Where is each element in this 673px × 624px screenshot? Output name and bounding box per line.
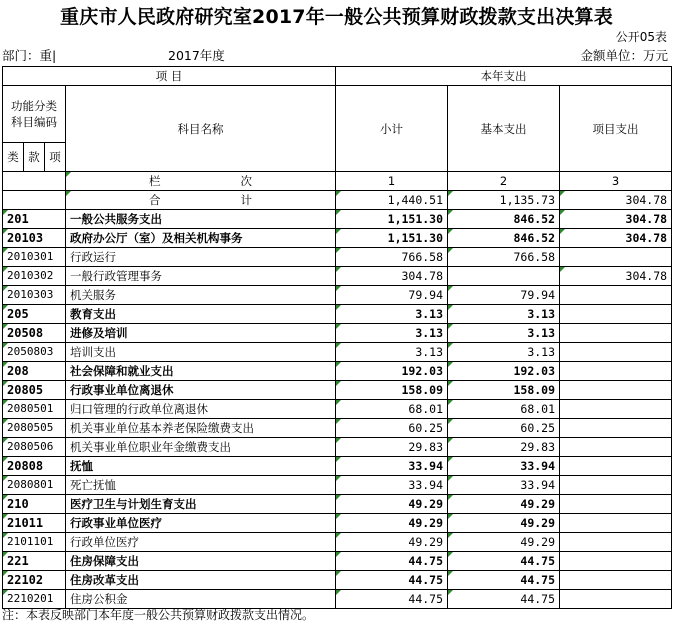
row-subtotal: 49.29 <box>336 514 448 533</box>
row-subtotal: 44.75 <box>336 552 448 571</box>
col-index-3: 3 <box>560 172 672 191</box>
row-subject-name: 一般公共服务支出 <box>66 210 336 229</box>
row-subject-name: 行政运行 <box>66 248 336 267</box>
row-code: 2080505 <box>3 419 66 438</box>
row-basic: 68.01 <box>448 400 560 419</box>
row-basic: 79.94 <box>448 286 560 305</box>
table-row <box>3 305 672 324</box>
table-row <box>3 381 672 400</box>
total-code-cell <box>3 191 66 210</box>
row-subtotal: 33.94 <box>336 476 448 495</box>
row-subject-name: 住房保障支出 <box>66 552 336 571</box>
row-subtotal: 304.78 <box>336 267 448 286</box>
row-project <box>560 400 672 419</box>
table-row <box>3 552 672 571</box>
row-subject-name: 行政事业单位离退休 <box>66 381 336 400</box>
table-row <box>3 438 672 457</box>
row-subtotal: 3.13 <box>336 343 448 362</box>
header-lei: 类 <box>3 143 24 172</box>
row-project <box>560 457 672 476</box>
row-subject-name: 医疗卫生与计划生育支出 <box>66 495 336 514</box>
col-index-1: 1 <box>336 172 448 191</box>
row-basic: 3.13 <box>448 305 560 324</box>
table-row <box>3 210 672 229</box>
row-project <box>560 419 672 438</box>
lanci-label <box>66 172 336 191</box>
row-project <box>560 305 672 324</box>
row-code: 205 <box>3 305 66 324</box>
row-project <box>560 495 672 514</box>
department-label: 部门：重| <box>2 48 57 63</box>
total-basic: 1,135.73 <box>448 191 560 210</box>
row-project: 304.78 <box>560 229 672 248</box>
row-basic: 846.52 <box>448 229 560 248</box>
row-subject-name: 行政事业单位医疗 <box>66 514 336 533</box>
row-project <box>560 286 672 305</box>
row-code: 2101101 <box>3 533 66 552</box>
header-subtotal: 小计 <box>336 86 448 172</box>
row-subject-name: 住房改革支出 <box>66 571 336 590</box>
fiscal-year: 2017年度 <box>168 48 225 63</box>
row-basic: 766.58 <box>448 248 560 267</box>
row-project <box>560 552 672 571</box>
row-code: 20103 <box>3 229 66 248</box>
row-project <box>560 362 672 381</box>
row-basic: 158.09 <box>448 381 560 400</box>
row-code: 20808 <box>3 457 66 476</box>
footnote: 注：本表反映部门本年度一般公共预算财政拨款支出情况。 <box>2 608 315 622</box>
row-project <box>560 590 672 609</box>
row-code: 21011 <box>3 514 66 533</box>
table-row <box>3 533 672 552</box>
row-subtotal: 60.25 <box>336 419 448 438</box>
row-project <box>560 571 672 590</box>
row-project <box>560 476 672 495</box>
row-subtotal: 3.13 <box>336 324 448 343</box>
row-code: 22102 <box>3 571 66 590</box>
header-subject-name: 科目名称 <box>66 86 336 172</box>
row-subject-name: 行政单位医疗 <box>66 533 336 552</box>
header-basic: 基本支出 <box>448 86 560 172</box>
row-subtotal: 68.01 <box>336 400 448 419</box>
row-subtotal: 766.58 <box>336 248 448 267</box>
table-row <box>3 419 672 438</box>
row-project <box>560 324 672 343</box>
row-project <box>560 438 672 457</box>
row-code: 20508 <box>3 324 66 343</box>
row-basic: 3.13 <box>448 343 560 362</box>
row-code: 2010302 <box>3 267 66 286</box>
total-label <box>66 191 336 210</box>
header-xiang: 项 <box>45 143 66 172</box>
row-subject-name: 社会保障和就业支出 <box>66 362 336 381</box>
row-subject-name: 机关事业单位职业年金缴费支出 <box>66 438 336 457</box>
header-project: 项目支出 <box>560 86 672 172</box>
row-project: 304.78 <box>560 210 672 229</box>
row-subject-name: 归口管理的行政单位离退休 <box>66 400 336 419</box>
row-basic: 846.52 <box>448 210 560 229</box>
amount-unit: 金额单位：万元 <box>580 48 668 63</box>
row-subject-name: 机关事业单位基本养老保险缴费支出 <box>66 419 336 438</box>
row-subtotal: 79.94 <box>336 286 448 305</box>
row-code: 2050803 <box>3 343 66 362</box>
row-subject-name: 教育支出 <box>66 305 336 324</box>
row-code: 2080506 <box>3 438 66 457</box>
row-basic: 33.94 <box>448 476 560 495</box>
row-project <box>560 533 672 552</box>
row-code: 221 <box>3 552 66 571</box>
table-row <box>3 267 672 286</box>
table-row <box>3 229 672 248</box>
row-subject-name: 一般行政管理事务 <box>66 267 336 286</box>
table-row <box>3 571 672 590</box>
row-basic: 29.83 <box>448 438 560 457</box>
row-subtotal: 29.83 <box>336 438 448 457</box>
row-subject-name: 政府办公厅（室）及相关机构事务 <box>66 229 336 248</box>
func-code-label-line2: 科目编码 <box>11 115 57 129</box>
row-basic: 192.03 <box>448 362 560 381</box>
header-kuan: 款 <box>24 143 45 172</box>
header-current-year: 本年支出 <box>336 67 672 86</box>
row-code: 2010303 <box>3 286 66 305</box>
row-basic: 49.29 <box>448 533 560 552</box>
row-basic: 44.75 <box>448 590 560 609</box>
row-basic: 60.25 <box>448 419 560 438</box>
table-row <box>3 248 672 267</box>
table-row <box>3 457 672 476</box>
func-code-label-line1: 功能分类 <box>11 99 57 113</box>
lanci-char-1: 栏 <box>149 174 161 188</box>
row-basic <box>448 267 560 286</box>
table-row <box>3 476 672 495</box>
total-char-2: 计 <box>240 193 253 207</box>
row-project: 304.78 <box>560 267 672 286</box>
row-subject-name: 机关服务 <box>66 286 336 305</box>
row-code: 208 <box>3 362 66 381</box>
row-basic: 49.29 <box>448 495 560 514</box>
lanci-char-2: 次 <box>240 174 253 188</box>
row-code: 2210201 <box>3 590 66 609</box>
row-subtotal: 44.75 <box>336 590 448 609</box>
table-row <box>3 362 672 381</box>
row-subtotal: 192.03 <box>336 362 448 381</box>
row-code: 2010301 <box>3 248 66 267</box>
header-item: 项 目 <box>3 67 336 86</box>
row-subject-name: 抚恤 <box>66 457 336 476</box>
table-row <box>3 400 672 419</box>
row-code: 201 <box>3 210 66 229</box>
total-char-1: 合 <box>149 193 161 207</box>
row-code: 210 <box>3 495 66 514</box>
row-subtotal: 33.94 <box>336 457 448 476</box>
row-basic: 44.75 <box>448 571 560 590</box>
row-subject-name: 进修及培训 <box>66 324 336 343</box>
row-subtotal: 1,151.30 <box>336 229 448 248</box>
row-basic: 44.75 <box>448 552 560 571</box>
table-row <box>3 495 672 514</box>
table-row <box>3 514 672 533</box>
row-project <box>560 248 672 267</box>
total-subtotal: 1,440.51 <box>336 191 448 210</box>
row-basic: 33.94 <box>448 457 560 476</box>
row-subtotal: 44.75 <box>336 571 448 590</box>
col-index-2: 2 <box>448 172 560 191</box>
header-func-code <box>3 86 66 143</box>
row-code: 2080801 <box>3 476 66 495</box>
row-subtotal: 49.29 <box>336 495 448 514</box>
row-subtotal: 158.09 <box>336 381 448 400</box>
table-row <box>3 286 672 305</box>
row-basic: 49.29 <box>448 514 560 533</box>
table-row <box>3 324 672 343</box>
form-number: 公开05表 <box>615 30 667 44</box>
row-subtotal: 49.29 <box>336 533 448 552</box>
row-subtotal: 3.13 <box>336 305 448 324</box>
row-subject-name: 培训支出 <box>66 343 336 362</box>
lanci-code-cell <box>3 172 66 191</box>
page-title: 重庆市人民政府研究室2017年一般公共预算财政拨款支出决算表 <box>60 6 613 28</box>
table-row <box>3 343 672 362</box>
row-basic: 3.13 <box>448 324 560 343</box>
row-project <box>560 343 672 362</box>
row-subtotal: 1,151.30 <box>336 210 448 229</box>
expenditure-table <box>2 66 672 609</box>
total-project: 304.78 <box>560 191 672 210</box>
row-project <box>560 514 672 533</box>
row-subject-name: 死亡抚恤 <box>66 476 336 495</box>
row-subject-name: 住房公积金 <box>66 590 336 609</box>
row-code: 20805 <box>3 381 66 400</box>
row-project <box>560 381 672 400</box>
row-code: 2080501 <box>3 400 66 419</box>
